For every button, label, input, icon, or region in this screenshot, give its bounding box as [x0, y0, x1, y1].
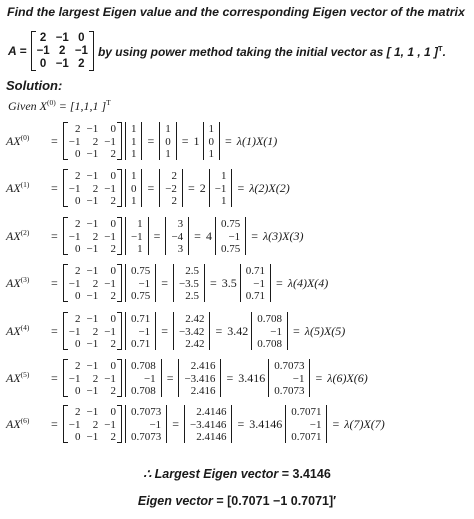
matrix-entry: 3	[177, 243, 184, 255]
step-lhs-sup: (6)	[20, 416, 30, 425]
matrix-entry: −1	[253, 277, 265, 290]
matrix-entry: 1	[130, 148, 137, 160]
equals-sign: =	[215, 323, 223, 338]
matrix-entry: −1	[86, 265, 99, 277]
matrix-column	[187, 406, 229, 442]
matrix-a	[63, 359, 122, 397]
step-row	[6, 358, 368, 398]
equals-sign: =	[51, 416, 58, 431]
matrix-entry: 0	[75, 385, 81, 397]
matrix-entry: 2	[110, 385, 116, 397]
matrix-column	[84, 265, 102, 301]
normalized-vector	[215, 217, 246, 255]
equals-sign: =	[153, 228, 161, 243]
step-rhs: λ(1)X(1)	[236, 133, 278, 148]
matrix-entry: 1	[220, 195, 227, 207]
step-lhs	[6, 416, 46, 432]
matrix-entry: 0.71	[130, 338, 151, 350]
matrix-entry: −1	[149, 418, 162, 431]
matrix-entry: −1	[86, 385, 99, 397]
normalized-vector	[268, 359, 310, 397]
matrix-entry: −1	[86, 406, 99, 418]
matrix-entry: 2	[75, 218, 81, 230]
step-lhs	[6, 228, 46, 244]
matrix-entry: 0	[75, 148, 81, 160]
matrix-entry: 2	[110, 243, 116, 255]
matrix-column	[66, 360, 84, 396]
matrix-column	[162, 123, 174, 159]
matrix-entry: 2.4146	[196, 406, 227, 418]
matrix-entry: −1	[68, 182, 81, 195]
matrix-entry: −1	[68, 277, 81, 290]
step-lhs-sup: (1)	[20, 180, 30, 189]
matrix-entry: 2.5	[185, 290, 199, 302]
step-lhs-sup: (4)	[20, 323, 30, 332]
matrix-entry: 2	[75, 313, 81, 325]
matrix-entry: 2	[110, 431, 116, 443]
matrix-entry: −4	[171, 230, 184, 243]
equals-sign: =	[194, 228, 201, 243]
matrix-entry: 0	[110, 313, 116, 325]
matrix-entry: 1	[130, 123, 137, 135]
matrix-column	[101, 406, 119, 442]
eigen-scalar: 4	[205, 228, 212, 243]
matrix-entry: −2	[165, 182, 177, 195]
matrix-column	[84, 406, 102, 442]
matrix-entry: 1	[165, 148, 171, 160]
equals-sign: =	[332, 416, 340, 431]
matrix-entry: 2	[75, 360, 81, 372]
vector-product	[159, 122, 177, 160]
matrix-entry: −1	[309, 418, 322, 431]
matrix-entry: 0.708	[257, 313, 282, 325]
matrix-entry: −1	[86, 148, 99, 160]
matrix-entry: −1	[86, 243, 99, 255]
matrix-a	[63, 405, 122, 443]
step-rhs: λ(4)X(4)	[287, 275, 329, 290]
equals-sign: =	[226, 370, 234, 385]
equals-sign: =	[161, 323, 168, 338]
vector-x	[125, 122, 143, 160]
eigen-scalar: 2	[199, 180, 206, 195]
step-lhs	[6, 370, 46, 386]
matrix-entry: 0.7073	[274, 385, 305, 397]
matrix-entry: −1	[68, 135, 81, 148]
normalized-vector	[209, 169, 233, 207]
matrix-entry: 0	[75, 431, 81, 443]
equals-sign: =	[209, 275, 217, 290]
matrix-entry: 2	[171, 170, 177, 182]
matrix-entry: −1	[55, 32, 69, 44]
matrix-column	[128, 406, 164, 442]
matrix-entry: 2.416	[190, 385, 216, 397]
largest-eigen-value-line: ∴ Largest Eigen vector = 3.4146	[143, 467, 331, 481]
equals-sign: =	[161, 275, 168, 290]
step-rhs: λ(5)X(5)	[304, 323, 346, 338]
matrix-entry: −1	[86, 431, 99, 443]
matrix-a	[63, 312, 122, 350]
matrix-column	[101, 313, 119, 349]
matrix-entry: −1	[104, 182, 116, 195]
matrix-entry: 1	[208, 123, 214, 135]
eigen-scalar: 3.4146	[249, 416, 283, 431]
equals-sign: =	[147, 133, 155, 148]
equals-sign: =	[315, 370, 323, 385]
matrix-entry: 1	[130, 135, 137, 148]
matrix-entry: 0	[130, 182, 137, 195]
matrix-entry: 0	[110, 170, 116, 182]
matrix-column	[101, 123, 119, 159]
matrix-entry: 0	[75, 338, 81, 350]
matrix-entry: 0.71	[245, 265, 265, 277]
vector-x	[125, 264, 156, 302]
step-rhs: λ(3)X(3)	[262, 228, 304, 243]
matrix-entry: −1	[55, 57, 69, 70]
matrix-entry: 0	[110, 360, 116, 372]
matrix-entry: −1	[86, 313, 99, 325]
step-lhs-text: AX	[6, 324, 21, 338]
matrix-entry: −3.42	[178, 325, 205, 338]
matrix-entry: 1	[220, 170, 227, 182]
matrix-column	[128, 313, 153, 349]
matrix-a	[63, 264, 122, 302]
matrix-entry: 0.71	[245, 290, 265, 302]
matrix-column	[66, 123, 84, 159]
matrix-entry: 2	[59, 44, 66, 57]
equals-sign: =	[51, 228, 58, 243]
matrix-entry: 2.42	[185, 338, 205, 350]
matrix-entry: 0.71	[130, 313, 151, 325]
vector-product	[178, 359, 221, 397]
matrix-entry: 2.42	[185, 313, 205, 325]
eigen-vector-line: Eigen vector = [0.7071 −1 0.7071]′	[137, 494, 337, 508]
step-lhs-text: AX	[6, 417, 21, 431]
matrix-column	[168, 218, 186, 254]
matrix-entry: −3.5	[178, 277, 199, 290]
matrix-a	[63, 122, 122, 160]
step-lhs	[6, 133, 46, 149]
matrix-entry: 0	[39, 57, 47, 70]
matrix-name: A =	[8, 44, 27, 58]
equals-sign: =	[51, 180, 58, 195]
matrix-column	[66, 406, 84, 442]
matrix-column	[162, 170, 180, 206]
equals-sign: =	[147, 180, 155, 195]
matrix-entry: −1	[104, 277, 116, 290]
equals-sign: =	[187, 180, 195, 195]
statement-text: by using power method taking the initial vector as [ 1, 1 , 1 ]$^T$.	[97, 43, 446, 59]
step-lhs-sup: (5)	[20, 370, 30, 379]
matrix-entry: 0	[78, 32, 85, 44]
matrix-column	[128, 170, 140, 206]
matrix-a	[63, 217, 122, 255]
step-rhs: λ(2)X(2)	[249, 180, 290, 195]
matrix-entry: 0.708	[257, 338, 282, 350]
matrix-entry: 2	[110, 148, 116, 160]
matrix-column	[66, 170, 84, 206]
matrix-entry: 2.4146	[196, 431, 227, 443]
matrix-a	[31, 31, 94, 71]
step-rhs: λ(6)X(6)	[327, 370, 368, 385]
matrix-entry: 2	[75, 265, 81, 277]
equals-sign: =	[172, 416, 179, 431]
vector-x	[125, 312, 156, 350]
matrix-column	[176, 313, 207, 349]
eigen-scalar: 3.42	[227, 323, 249, 338]
matrix-column	[206, 123, 218, 159]
matrix-column	[53, 32, 72, 70]
matrix-entry: −1	[68, 372, 81, 385]
step-lhs-text: AX	[6, 181, 21, 195]
matrix-entry: 1	[137, 243, 143, 255]
step-row	[6, 216, 303, 256]
matrix-column	[128, 123, 140, 159]
matrix-column	[101, 170, 119, 206]
matrix-entry: 2	[75, 123, 81, 135]
matrix-entry: 0.7073	[130, 406, 162, 418]
matrix-column	[84, 313, 102, 349]
matrix-entry: −1	[138, 325, 151, 338]
matrix-entry: −1	[86, 218, 99, 230]
step-lhs	[6, 180, 46, 196]
matrix-entry: −1	[292, 372, 305, 385]
step-row	[6, 311, 345, 351]
matrix-entry: 0.708	[130, 385, 156, 397]
given-line: Given $X^{(0)} = [1,1,1$ ]$^T$	[8, 98, 111, 113]
normalized-vector	[203, 122, 221, 160]
vector-product	[173, 264, 205, 302]
matrix-entry: 3	[177, 218, 184, 230]
normalized-vector	[240, 264, 271, 302]
matrix-entry: −1	[104, 325, 116, 338]
matrix-entry: −1	[86, 338, 99, 350]
matrix-entry: 2	[92, 418, 99, 431]
matrix-column	[66, 313, 84, 349]
matrix-entry: 0	[208, 135, 214, 148]
vector-x	[125, 169, 143, 207]
step-lhs	[6, 275, 46, 291]
matrix-column	[66, 218, 84, 254]
matrix-entry: 0	[110, 123, 116, 135]
problem-heading: Find the largest Eigen value and the corresponding Eigen vector of the matrix	[7, 5, 465, 19]
vector-product	[165, 217, 189, 255]
matrix-entry: −1	[86, 195, 99, 207]
normalized-vector	[251, 312, 288, 350]
matrix-entry: 2.416	[190, 360, 216, 372]
matrix-column	[271, 360, 307, 396]
step-row	[6, 263, 328, 303]
matrix-entry: 1	[165, 123, 171, 135]
matrix-entry: 0.708	[130, 360, 156, 372]
step-row	[6, 168, 290, 208]
matrix-entry: −1	[86, 123, 99, 135]
equals-sign: =	[237, 180, 245, 195]
matrix-column	[84, 123, 102, 159]
matrix-entry: 2	[110, 338, 116, 350]
vector-x	[125, 217, 149, 255]
equals-sign: =	[51, 133, 58, 148]
matrix-column	[66, 265, 84, 301]
matrix-column	[84, 218, 102, 254]
matrix-column	[128, 265, 153, 301]
matrix-entry: 1	[130, 195, 137, 207]
step-lhs-sup: (2)	[20, 228, 30, 237]
matrix-column	[176, 265, 202, 301]
matrix-entry: −1	[36, 44, 50, 57]
matrix-entry: 0.75	[130, 265, 151, 277]
step-rhs: λ(7)X(7)	[344, 416, 385, 431]
matrix-entry: −1	[104, 418, 116, 431]
vector-product	[159, 169, 183, 207]
equals-sign: =	[51, 323, 58, 338]
matrix-column	[254, 313, 285, 349]
vector-product	[184, 405, 232, 443]
eigen-scalar: 3.5	[221, 275, 237, 290]
matrix-entry: −1	[74, 44, 88, 57]
matrix-column	[288, 406, 324, 442]
equals-sign: =	[166, 370, 174, 385]
matrix-column	[243, 265, 268, 301]
step-lhs-sup: (0)	[20, 133, 30, 142]
matrix-entry: 2	[110, 290, 116, 302]
matrix-entry: 0.75	[130, 290, 151, 302]
matrix-column	[212, 170, 230, 206]
matrix-entry: 2	[75, 170, 81, 182]
solution-label: Solution:	[6, 78, 63, 93]
matrix-column	[128, 360, 159, 396]
matrix-entry: −1	[86, 290, 99, 302]
matrix-column	[181, 360, 218, 396]
normalized-vector	[285, 405, 327, 443]
matrix-entry: 2	[92, 135, 99, 148]
matrix-entry: 0	[110, 218, 116, 230]
matrix-entry: 0	[110, 406, 116, 418]
matrix-entry: 0.7073	[130, 431, 162, 443]
equals-sign: =	[237, 416, 245, 431]
matrix-column	[101, 265, 119, 301]
matrix-entry: 2	[75, 406, 81, 418]
matrix-column	[84, 360, 102, 396]
matrix-entry: −1	[130, 230, 143, 243]
matrix-entry: 2	[39, 32, 47, 44]
matrix-entry: −1	[86, 170, 99, 182]
matrix-entry: −3.4146	[189, 418, 227, 431]
equals-sign: =	[181, 133, 189, 148]
matrix-column	[218, 218, 243, 254]
equals-sign: =	[51, 275, 58, 290]
matrix-entry: 0.7071	[291, 406, 322, 418]
matrix-a	[63, 169, 122, 207]
problem-statement	[8, 30, 446, 72]
equals-sign: =	[292, 323, 300, 338]
matrix-entry: 0	[165, 135, 171, 148]
step-lhs-text: AX	[6, 371, 21, 385]
step-row	[6, 404, 385, 444]
matrix-entry: 2	[171, 195, 177, 207]
equals-sign: =	[275, 275, 283, 290]
step-lhs	[6, 323, 46, 339]
matrix-entry: −1	[86, 360, 99, 372]
matrix-entry: −3.416	[184, 372, 216, 385]
matrix-entry: −1	[228, 230, 241, 243]
matrix-column	[72, 32, 91, 70]
matrix-entry: 1	[137, 218, 143, 230]
vector-product	[173, 312, 210, 350]
step-lhs-text: AX	[6, 276, 21, 290]
matrix-entry: 0	[75, 290, 81, 302]
matrix-entry: 1	[208, 148, 214, 160]
equals-sign: =	[225, 133, 232, 148]
matrix-entry: −1	[104, 135, 116, 148]
matrix-entry: 2	[92, 182, 99, 195]
matrix-entry: −1	[68, 230, 81, 243]
matrix-entry: −1	[143, 372, 156, 385]
matrix-entry: 2	[92, 325, 99, 338]
step-lhs-text: AX	[6, 229, 21, 243]
matrix-entry: 0	[110, 265, 116, 277]
matrix-entry: 2.5	[185, 265, 199, 277]
matrix-column	[101, 218, 119, 254]
eigen-scalar: 3.416	[238, 370, 266, 385]
matrix-entry: 0	[75, 243, 81, 255]
step-row	[6, 121, 277, 161]
vector-x	[125, 405, 167, 443]
step-lhs-sup: (3)	[20, 275, 30, 284]
matrix-entry: 0.75	[220, 218, 241, 230]
matrix-entry: −1	[104, 230, 116, 243]
matrix-column	[128, 218, 146, 254]
equals-sign: =	[251, 228, 258, 243]
matrix-column	[34, 32, 53, 70]
eigen-scalar: 1	[193, 133, 200, 148]
matrix-entry: −1	[214, 182, 227, 195]
matrix-entry: −1	[68, 325, 81, 338]
matrix-column	[84, 170, 102, 206]
matrix-entry: −1	[104, 372, 116, 385]
matrix-entry: 0.7071	[291, 431, 322, 443]
matrix-entry: 0.7073	[274, 360, 305, 372]
matrix-entry: 2	[92, 372, 99, 385]
matrix-entry: 1	[130, 170, 137, 182]
matrix-entry: −1	[270, 325, 282, 338]
matrix-entry: −1	[68, 418, 81, 431]
matrix-entry: 0	[75, 195, 81, 207]
matrix-entry: 2	[78, 57, 85, 70]
matrix-entry: 2	[110, 195, 116, 207]
equals-sign: =	[51, 370, 58, 385]
matrix-entry: 2	[92, 230, 99, 243]
step-lhs-text: AX	[6, 134, 21, 148]
matrix-entry: 0.75	[220, 243, 241, 255]
vector-x	[125, 359, 162, 397]
matrix-column	[101, 360, 119, 396]
matrix-entry: −1	[138, 277, 151, 290]
matrix-entry: 2	[92, 277, 99, 290]
